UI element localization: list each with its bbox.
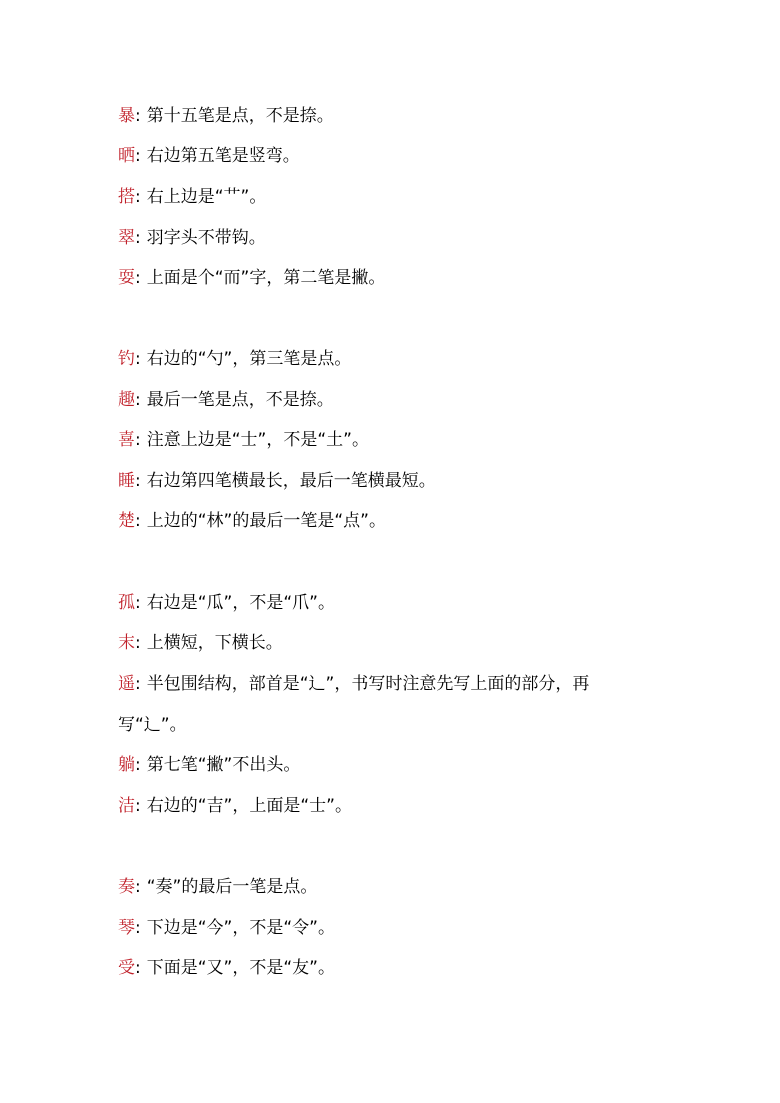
entry-description: “奏”的最后一笔是点。	[146, 877, 318, 897]
entry-character: 趣	[118, 390, 135, 410]
entry-description: 右边的“吉”，上面是“士”。	[146, 796, 352, 816]
entry-colon: :	[135, 958, 141, 978]
entry-zou	[118, 867, 678, 908]
entry-tang	[118, 745, 678, 786]
entry-character: 喜	[118, 430, 135, 450]
entry-colon: :	[135, 593, 141, 613]
entry-character: 翠	[118, 228, 135, 248]
entry-qin	[118, 908, 678, 949]
entry-character: 末	[118, 633, 135, 653]
entry-description: 下边是“今”，不是“令”。	[146, 918, 335, 938]
entry-description: 半包围结构，部首是“辶”，书写时注意先写上面的部分，再写“辶”。	[118, 674, 590, 735]
entry-colon: :	[135, 187, 141, 207]
entry-description: 上横短，下横长。	[146, 633, 283, 653]
entry-description: 上面是个“而”字，第二笔是撇。	[146, 268, 386, 288]
entry-gu	[118, 583, 678, 624]
entry-colon: :	[135, 106, 141, 126]
entry-description: 注意上边是“士”，不是“土”。	[146, 430, 369, 450]
entry-description: 第十五笔是点，不是捺。	[146, 106, 334, 126]
entry-character: 奏	[118, 877, 135, 897]
entry-colon: :	[135, 430, 141, 450]
entry-character: 楚	[118, 511, 135, 531]
entry-da	[118, 177, 678, 218]
entry-colon: :	[135, 877, 141, 897]
entry-yao	[118, 664, 653, 745]
entry-colon: :	[135, 674, 141, 694]
entry-character: 钓	[118, 349, 135, 369]
entry-character: 搭	[118, 187, 135, 207]
entry-character: 睡	[118, 471, 135, 491]
entry-description: 下面是“又”，不是“友”。	[146, 958, 335, 978]
entry-colon: :	[135, 755, 141, 775]
entry-xi	[118, 420, 678, 461]
entry-colon: :	[135, 349, 141, 369]
entry-shou	[118, 948, 678, 989]
entry-mo	[118, 623, 678, 664]
entry-colon: :	[135, 146, 141, 166]
entry-shua	[118, 258, 678, 299]
entry-character: 暴	[118, 106, 135, 126]
entry-character: 遥	[118, 674, 135, 694]
entry-character: 孤	[118, 593, 135, 613]
entry-character: 耍	[118, 268, 135, 288]
entry-colon: :	[135, 268, 141, 288]
entry-description: 右上边是“艹”。	[146, 187, 267, 207]
entry-description: 右边的“勺”，第三笔是点。	[146, 349, 352, 369]
entry-colon: :	[135, 918, 141, 938]
entry-description: 最后一笔是点，不是捺。	[146, 390, 334, 410]
entry-cui	[118, 218, 678, 259]
entry-chu	[118, 501, 678, 542]
entry-description: 右边第五笔是竖弯。	[146, 146, 300, 166]
entry-jie	[118, 786, 678, 827]
entry-colon: :	[135, 471, 141, 491]
entry-description: 右边第四笔横最长，最后一笔横最短。	[146, 471, 436, 491]
entry-colon: :	[135, 633, 141, 653]
entry-diao	[118, 339, 678, 380]
entry-character: 洁	[118, 796, 135, 816]
entry-character: 受	[118, 958, 135, 978]
entry-description: 第七笔“撇”不出头。	[146, 755, 301, 775]
entry-character: 躺	[118, 755, 135, 775]
entry-colon: :	[135, 511, 141, 531]
entry-colon: :	[135, 390, 141, 410]
entry-description: 上边的“林”的最后一笔是“点”。	[146, 511, 386, 531]
entry-description: 右边是“瓜”，不是“爪”。	[146, 593, 335, 613]
entry-colon: :	[135, 228, 141, 248]
entry-character: 琴	[118, 918, 135, 938]
entry-description: 羽字头不带钩。	[146, 228, 266, 248]
entry-shai	[118, 136, 678, 177]
entry-character: 晒	[118, 146, 135, 166]
entry-shui	[118, 461, 678, 502]
entry-bao	[118, 96, 678, 137]
entry-qu	[118, 380, 678, 421]
entry-colon: :	[135, 796, 141, 816]
